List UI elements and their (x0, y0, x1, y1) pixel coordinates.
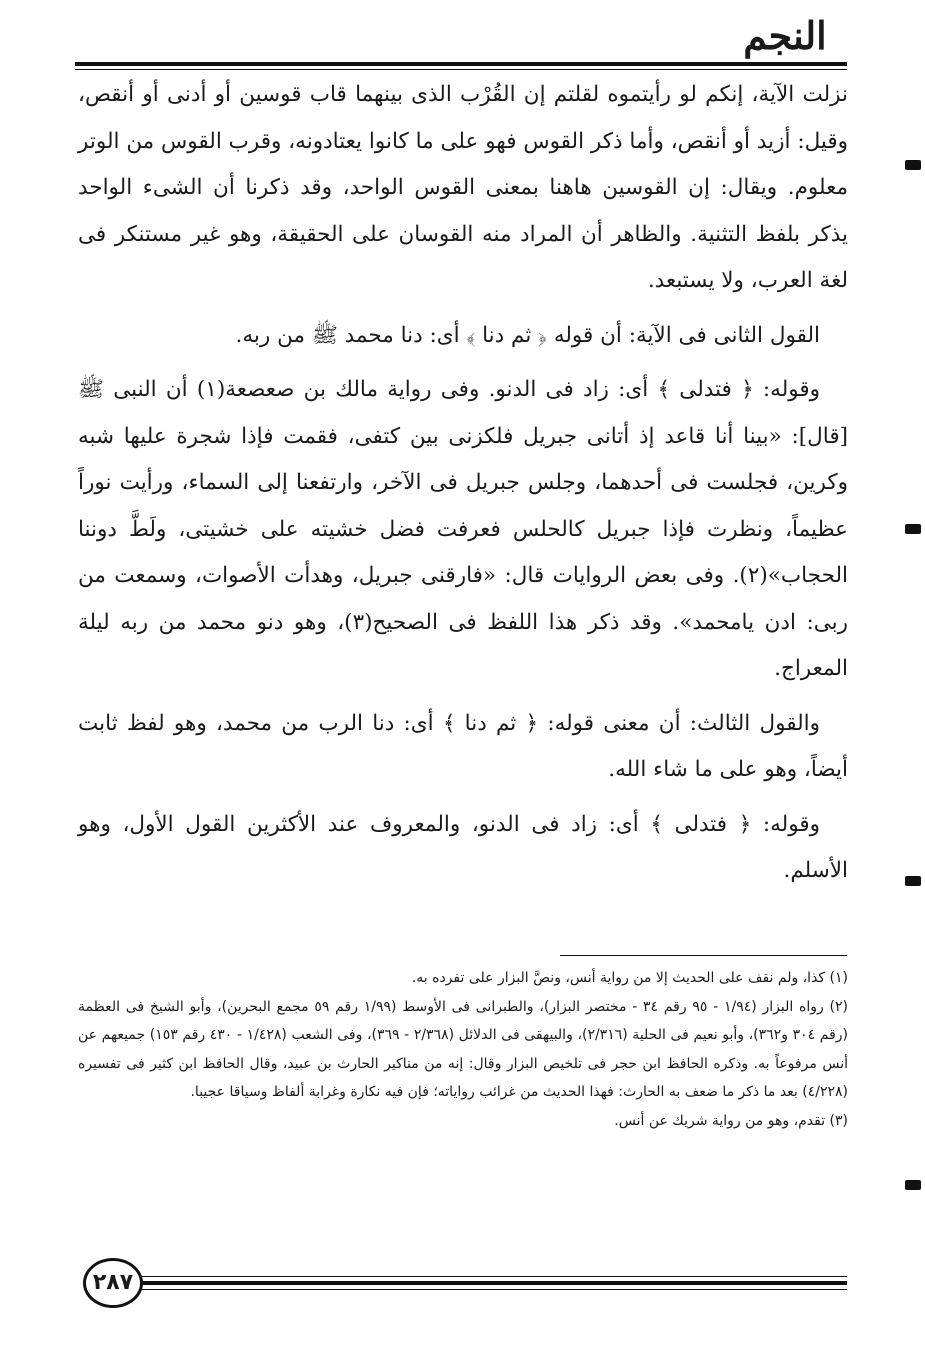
page-number: ٢٨٧ (83, 1258, 143, 1308)
main-text (78, 72, 848, 895)
footnote-1: (١) كذا، ولم نقف على الحديث إلا من رواية أنس، ونصَّ البزار على تفرده به. (411, 970, 848, 986)
footnote-separator (560, 955, 847, 956)
footer-rule-thin (140, 1276, 847, 1277)
margin-mark (905, 876, 921, 886)
header-rule-thin (75, 69, 847, 70)
footnote-3: (٣) تقدم، وهو من رواية شريك عن أنس. (614, 1112, 848, 1129)
footnotes (78, 964, 848, 1135)
footnote-2: (٢) رواه البزار (١/٩٤ - ٩٥ رقم ٣٤ - مختصر البزار)، والطبرانى فى الأوسط (١/٩٩ رقم ٥٩ مجمع البحرين)، وأبو الشيخ فى العظمة (رقم ٣٠٤ و٣٦٢)، وأبو نعيم فى الحلية (٢/٣١٦)، والبيهقى فى الدلائل (٢/٣٦٨ - ٣٦٩)، وفى الشعب (١/٤٢٨ - ٤٣٠ رقم ١٥٣) جميعهم عن أنس مرفوعاً به. وذكره الحافظ ابن حجر فى تلخيص البزار وقال: إنه من مناكير الحارث بن عبيد، وقال الحافظ ابن كثير فى تفسيره (٤/٢٢٨) بعد ما ذكر ما ضعف به الحارث: فهذا الحديث من غرائب رواياته؛ فإن فيه نكارة وغرابة ألفاظ وسياقا عجيبا. (78, 998, 848, 1100)
margin-mark (905, 160, 921, 170)
paragraph-3: وقوله: ﴿ فتدلى ﴾ أى: زاد فى الدنو. وفى رواية مالك بن صعصعة(١) أن النبى ﷺ [قال]: «بينا أنا قاعد إذ أتانى جبريل فلكزنى بين كتفى، فقمت فإذا شجرة عليها شبه وكرين، فجلست فى أحدهما، وجلس جبريل فى الآخر، وارتفعنا إلى السماء، ورأيت نوراً عظيماً، ونظرت فإذا جبريل كالحلس فعرفت فضل خشيته على خشيتى، ولَطَّ دوننا الحجاب»(٢). وفى بعض الروايات قال: «فارقنى جبريل، وهدأت الأصوات، وسمعت من ربى: ادن يامحمد». وقد ذكر هذا اللفظ فى الصحيح(٣)، وهو دنو محمد من ربه ليلة المعراج. (78, 377, 848, 681)
paragraph-2: القول الثانى فى الآية: أن قوله ﴿ ثم دنا ﴾ أى: دنا محمد ﷺ من ربه. (235, 322, 820, 348)
margin-mark (905, 524, 921, 534)
header-rule-thick (75, 62, 847, 66)
paragraph-1: نزلت الآية، إنكم لو رأيتموه لقلتم إن القُرْب الذى بينهما قاب قوسين أو أدنى أو أنقص، وقيل: أزيد أو أنقص، وأما ذكر القوس فهو على ما كانوا يعتادونه، وقرب القوس من الوتر معلوم. ويقال: إن القوسين هاهنا بمعنى القوس الواحد، وقد ذكرنا أن الشىء الواحد يذكر بلفظ التثنية. والظاهر أن المراد منه القوسان على الحقيقة، وهو غير مستنكر فى لغة العرب، ولا يستبعد. (78, 82, 848, 293)
paragraph-4: والقول الثالث: أن معنى قوله: ﴿ ثم دنا ﴾ أى: دنا الرب من محمد، وهو لفظ ثابت أيضاً، وهو على ما شاء الله. (78, 710, 848, 782)
margin-mark (905, 1180, 921, 1190)
footer-rule-thick (140, 1281, 847, 1285)
paragraph-5: وقوله: ﴿ فتدلى ﴾ أى: زاد فى الدنو، والمعروف عند الأكثرين القول الأول، وهو الأسلم. (78, 811, 848, 883)
footer-rule-thin (140, 1289, 847, 1290)
running-header-title: النجم (743, 13, 827, 58)
